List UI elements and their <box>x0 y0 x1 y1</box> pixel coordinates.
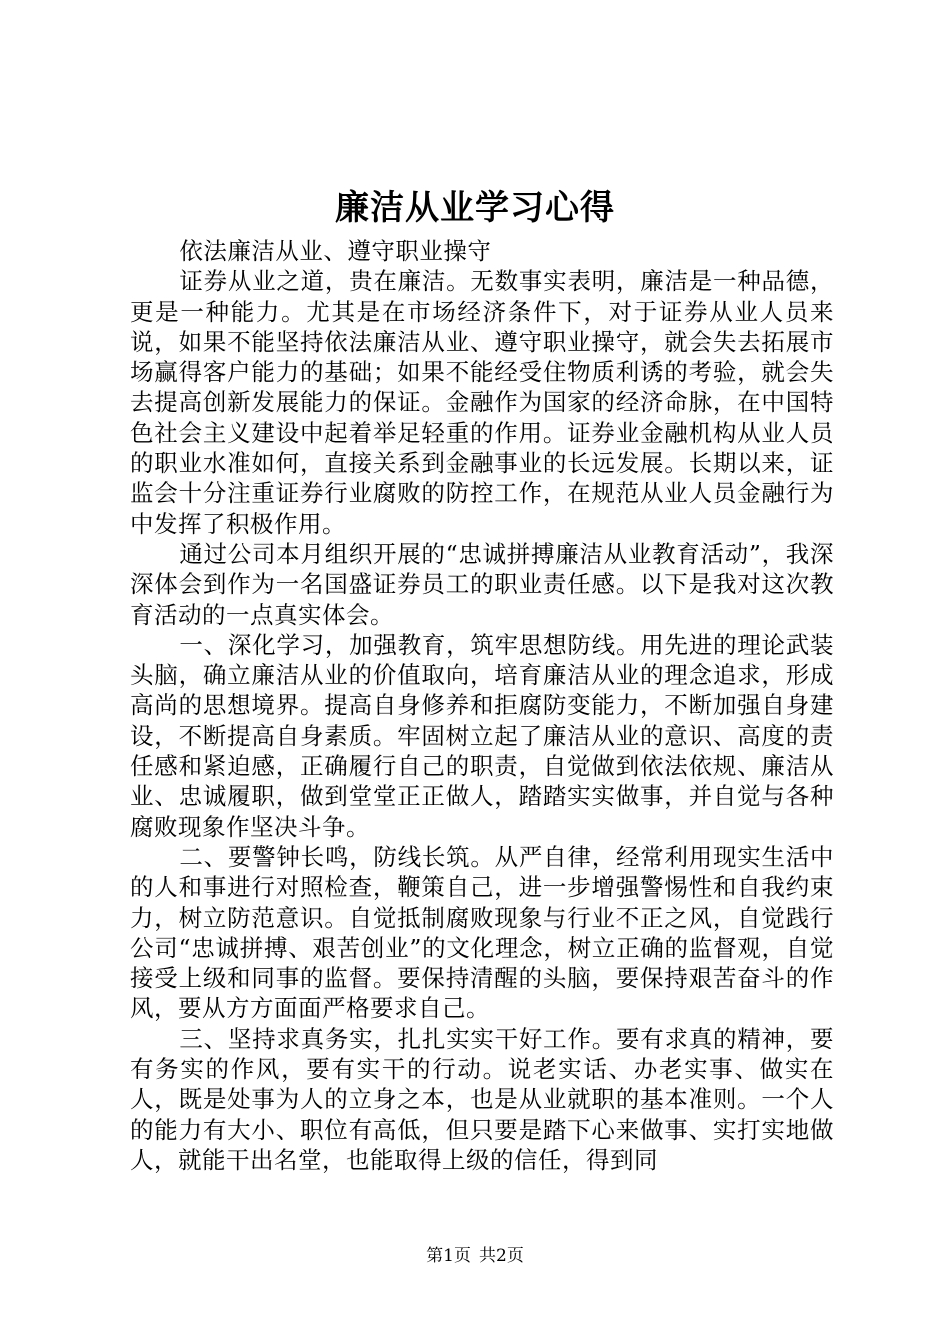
document-title: 廉洁从业学习心得 <box>335 188 615 228</box>
body-paragraph: 一、深化学习，加强教育，筑牢思想防线。用先进的理论武装头脑，确立廉洁从业的价值取向，培育廉洁从业的理念追求，形成高尚的思想境界。提高自身修养和拒腐防变能力，不断加强自身建设，不断提高自身素质。牢固树立起了廉洁从业的意识、高度的责任感和紧迫感，正确履行自己的职责，自觉做到依法依规、廉洁从业、忠诚履职，做到堂堂正正做人，踏踏实实做事，并自觉与各种腐败现象作坚决斗争。 <box>130 630 834 841</box>
subtitle-paragraph: 依法廉洁从业、遵守职业操守 <box>179 237 492 265</box>
page-number: 第1页 <box>426 1246 471 1266</box>
body-paragraph: 证券从业之道，贵在廉洁。无数事实表明，廉洁是一种品德，更是一种能力。尤其是在市场经济条件下，对于证券从业人员来说，如果不能坚持依法廉洁从业、遵守职业操守，就会失去拓展市场赢得客户能力的基础；如果不能经受住物质利诱的考验，就会失去提高创新发展能力的保证。金融作为国家的经济命脉，在中国特色社会主义建设中起着举足轻重的作用。证券业金融机构从业人员的职业水准如何，直接关系到金融事业的长远发展。长期以来，证监会十分注重证券行业腐败的防控工作，在规范从业人员金融行为中发挥了积极作用。 <box>130 267 834 538</box>
body-paragraph: 三、坚持求真务实，扎扎实实干好工作。要有求真的精神，要有务实的作风，要有实干的行动。说老实话、办老实事、做实在人，既是处事为人的立身之本，也是从业就职的基本准则。一个人的能力有大小、职位有高低，但只要是踏下心来做事、实打实地做人，就能干出名堂，也能取得上级的信任，得到同 <box>130 1024 834 1174</box>
body-paragraph: 二、要警钟长鸣，防线长筑。从严自律，经常利用现实生活中的人和事进行对照检查，鞭策自己，进一步增强警惕性和自我约束力，树立防范意识。自觉抵制腐败现象与行业不正之风，自觉践行公司“忠诚拼搏、艰苦创业”的文化理念，树立正确的监督观，自觉接受上级和同事的监督。要保持清醒的头脑，要保持艰苦奋斗的作风，要从方方面面严格要求自己。 <box>130 842 834 1023</box>
page-total: 共2页 <box>479 1246 524 1266</box>
document-body <box>130 236 834 1175</box>
body-paragraph: 通过公司本月组织开展的“忠诚拼搏廉洁从业教育活动”，我深深体会到作为一名国盛证券员工的职业责任感。以下是我对这次教育活动的一点真实体会。 <box>130 539 834 629</box>
page-footer <box>0 1244 950 1268</box>
